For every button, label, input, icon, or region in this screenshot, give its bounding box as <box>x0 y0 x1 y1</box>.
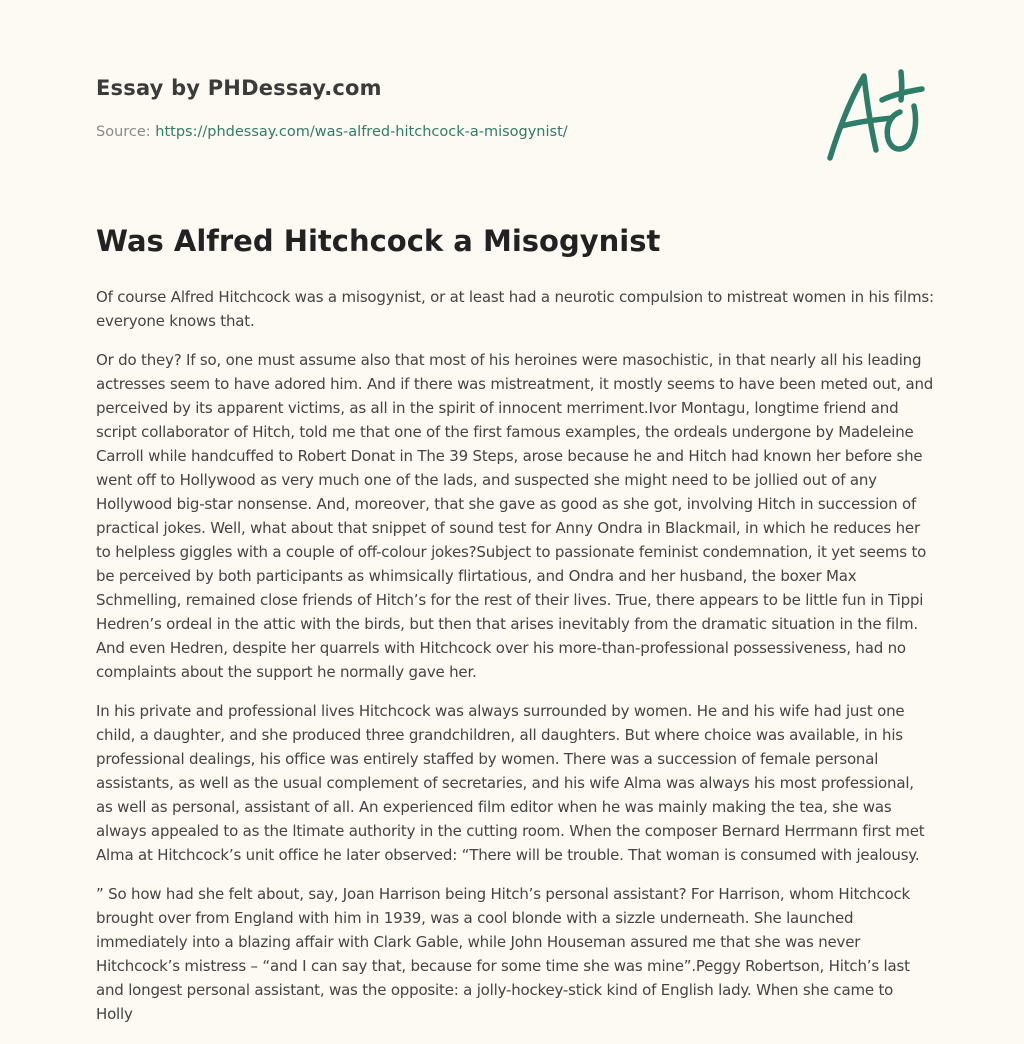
a-plus-logo-icon <box>818 66 930 166</box>
essay-paragraph-3: In his private and professional lives Hitchcock was always surrounded by women. He and his wife had just one child, a daughter, and she produced three grandchildren, all daughters. But where choice was available, in his professional dealings, his office was entirely staffed by women. There was a succession of female personal assistants, as well as the usual complement of secretaries, and his wife Alma was always his most professional, as well as personal, assistant of all. An experienced film editor when he was mainly making the tea, she was always appealed to as the ltimate authority in the cutting room. When the composer Bernard Herrmann first met Alma at Hitchcock’s unit office he later observed: “There will be trouble. That woman is consumed with jealousy. <box>96 702 925 864</box>
source-link[interactable]: https://phdessay.com/was-alfred-hitchcock-a-misogynist/ <box>155 124 568 140</box>
essay-paragraph-4: ” So how had she felt about, say, Joan Harrison being Hitch’s personal assistant? For Harrison, whom Hitchcock brought over from England with him in 1939, was a cool blonde with a sizzle underneath. She launched immediately into a blazing affair with Clark Gable, while John Houseman assured me that she was never Hitchcock’s mistress – “and I can say that, because for some time she was mine”.Peggy Robertson, Hitch’s last and longest personal assistant, was the opposite: a jolly-hockey-stick kind of English lady. When she came to Holly <box>96 885 911 1023</box>
site-brand: Essay by PHDessay.com <box>96 76 382 100</box>
essay-title: Was Alfred Hitchcock a Misogynist <box>96 224 661 258</box>
essay-paragraph-2: Or do they? If so, one must assume also that most of his heroines were masochistic, in that nearly all his leading actresses seem to have adored him. And if there was mistreatment, it mostly seems to have been meted out, and perceived by its apparent victims, as all in the spirit of innocent merriment.Ivor Montagu, longtime friend and script collaborator of Hitch, told me that one of the first famous examples, the ordeals undergone by Madeleine Carroll while handcuffed to Robert Donat in The 39 Steps, arose because he and Hitch had known her before she went off to Hollywood as very much one of the lads, and suspected she might need to be jollied out of any Hollywood big-star nonsense. And, moreover, that she gave as good as she got, involving Hitch in succession of practical jokes. Well, what about that snippet of sound test for Anny Ondra in Blackmail, in which he reduces her to helpless giggles with a couple of off-colour jokes?Subject to passionate feminist condemnation, it yet seems to be perceived by both participants as whimsically flirtatious, and Ondra and her husband, the boxer Max Schmelling, remained close friends of Hitch’s for the rest of their lives. True, there appears to be little fun in Tippi Hedren’s ordeal in the attic with the birds, but then that arises inevitably from the dramatic situation in the film. And even Hedren, despite her quarrels with Hitchcock over his more-than-professional possessiveness, had no complaints about the support he normally gave her. <box>96 351 934 681</box>
source-label: Source: <box>96 124 156 140</box>
source-line <box>96 124 568 140</box>
essay-paragraph-1: Of course Alfred Hitchcock was a misogynist, or at least had a neurotic compulsion to mistreat women in his films: everyone knows that. <box>96 288 934 330</box>
essay-body <box>96 285 934 1041</box>
